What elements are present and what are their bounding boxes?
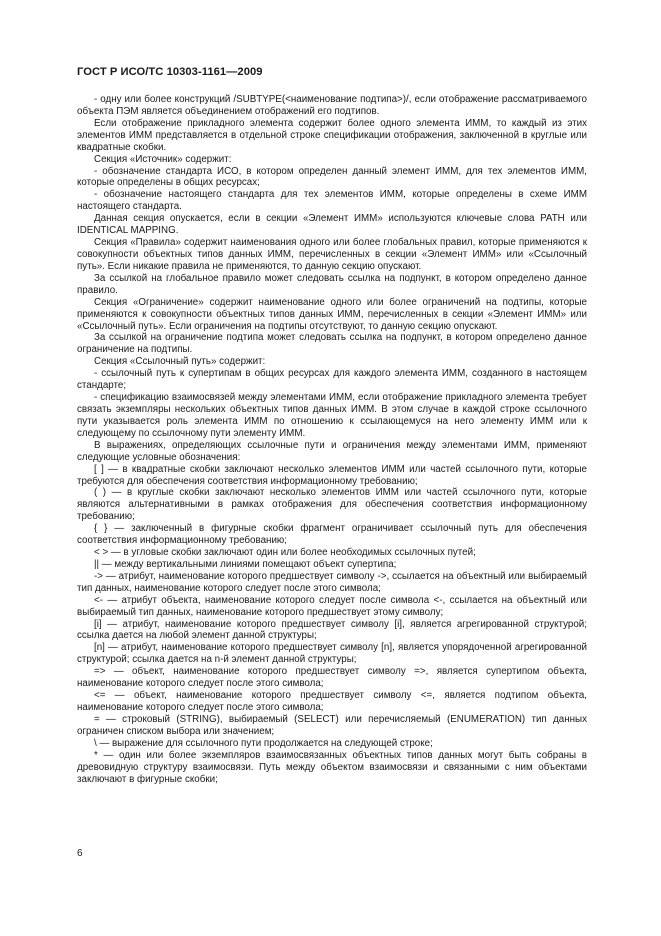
- paragraph: Если отображение прикладного элемента содержит более одного элемента ИММ, то каждый из этих элементов ИММ представляется в отдельной строке спецификации отображения, заключенной в круглые или квадратные скобки.: [77, 117, 587, 153]
- paragraph: < > — в угловые скобки заключают один или более необходимых ссылочных путей;: [94, 547, 476, 559]
- paragraph: { } — заключенный в фигурные скобки фрагмент ограничивает ссылочный путь для обеспечения соответствия информационному требованию;: [77, 523, 587, 547]
- paragraph: ( ) — в круглые скобки заключают несколько элементов ИММ или частей ссылочного пути, которые являются альтернативными в рамках отображения для обеспечения соответствия информационному требованию;: [77, 487, 587, 523]
- paragraph: <= — объект, наименование которого предшествует символу <=, является подтипом объекта, наименование которого следует после этого символа;: [77, 690, 587, 714]
- paragraph: За ссылкой на глобальное правило может следовать ссылка на подпункт, в котором определено данное правило.: [77, 272, 587, 296]
- paragraph: [n] — атрибут, наименование которого предшествует символу [n], является упорядоченной агрегированной структурой; ссылка дается на n-й элемент данной структуры;: [77, 642, 587, 666]
- paragraph: - обозначение настоящего стандарта для тех элементов ИММ, которые определены в схеме ИММ настоящего стандарта.: [77, 189, 587, 213]
- paragraph: Данная секция опускается, если в секции «Элемент ИММ» используются ключевые слова PATH или IDENTICAL MAPPING.: [77, 213, 587, 237]
- paragraph: Секция «Источник» содержит:: [94, 153, 232, 165]
- paragraph: Секция «Ссылочный путь» содержит:: [94, 356, 266, 368]
- paragraph: - спецификацию взаимосвязей между элементами ИММ, если отображение прикладного элемента требует связать экземпляры нескольких объектных типов данных ИММ. В этом случае в каждой строке ссылочного пути указывается роль элемента ИММ по отношению к ссылающемуся на него элементу ИММ или к следующему по ссылочному пути элементу ИММ.: [77, 392, 587, 439]
- paragraph: Секция «Правила» содержит наименования одного или более глобальных правил, которые применяются к совокупности объектных типов данных ИММ, перечисленных в секции «Элемент ИММ» или «Ссылочный путь». Если никакие правила не применяются, то данную секцию опускают.: [77, 237, 587, 272]
- paragraph: = — строковый (STRING), выбираемый (SELECT) или перечисляемый (ENUMERATION) тип данных ограничен списком выбора или значением;: [77, 713, 587, 737]
- paragraph: - ссылочный путь к супертипам в общих ресурсах для каждого элемента ИММ, созданного в настоящем стандарте;: [77, 368, 587, 392]
- paragraph: [ ] — в квадратные скобки заключают несколько элементов ИММ или частей ссылочного пути, которые требуются для обеспечения соответствия информационному требованию;: [77, 463, 587, 487]
- paragraph: || — между вертикальными линиями помещают объект супертипа;: [94, 558, 397, 570]
- paragraph: Секция «Ограничение» содержит наименование одного или более ограничений на подтипы, которые применяются к совокупности объектных типов данных ИММ, перечисленных в секции «Элемент ИММ» или «Ссылочный путь». Если ограничения на подтипы отсутствуют, то данную секцию опускают.: [77, 296, 587, 332]
- page-header: ГОСТ Р ИСО/ТС 10303-1161—2009: [77, 66, 263, 78]
- paragraph: * — один или более экземпляров взаимосвязанных объектных типов данных могут быть собраны в древовидную структуру взаимосвязи. Путь между объектом взаимосвязи и связанными с ним объектами заключают в фигурные скобки;: [77, 749, 587, 785]
- paragraph: <- — атрибут объекта, наименование которого следует после символа <-, ссылается на объектный или выбираемый тип данных, наименование которого предшествует этому символу;: [77, 594, 587, 618]
- paragraph: [i] — атрибут, наименование которого предшествует символу [i], является агрегированной структурой; ссылка дается на любой элемент данной структуры;: [77, 618, 587, 642]
- paragraph: => — объект, наименование которого предшествует символу =>, является супертипом объекта, наименование которого следует после этого символа;: [77, 666, 587, 690]
- page-number: 6: [77, 848, 83, 859]
- paragraph: -> — атрибут, наименование которого предшествует символу ->, ссылается на объектный или выбираемый тип данных, наименование которого следует после этого символа;: [77, 570, 587, 594]
- paragraph: В выражениях, определяющих ссылочные пути и ограничения между элементами ИММ, применяют следующие условные обозначения:: [77, 439, 587, 463]
- paragraph: - одну или более конструкций /SUBTYPE(<наименование подтипа>)/, если отображение рассматриваемого объекта ПЭМ является объединением отображений его подтипов.: [77, 94, 587, 117]
- paragraph: - обозначение стандарта ИСО, в котором определен данный элемент ИММ, для тех элементов ИММ, которые определены в общих ресурсах;: [77, 165, 587, 189]
- paragraph: \ — выражение для ссылочного пути продолжается на следующей строке;: [94, 737, 433, 749]
- paragraph: За ссылкой на ограничение подтипа может следовать ссылка на подпункт, в котором определено данное ограничение на подтипы.: [77, 332, 587, 356]
- document-body: [77, 94, 587, 785]
